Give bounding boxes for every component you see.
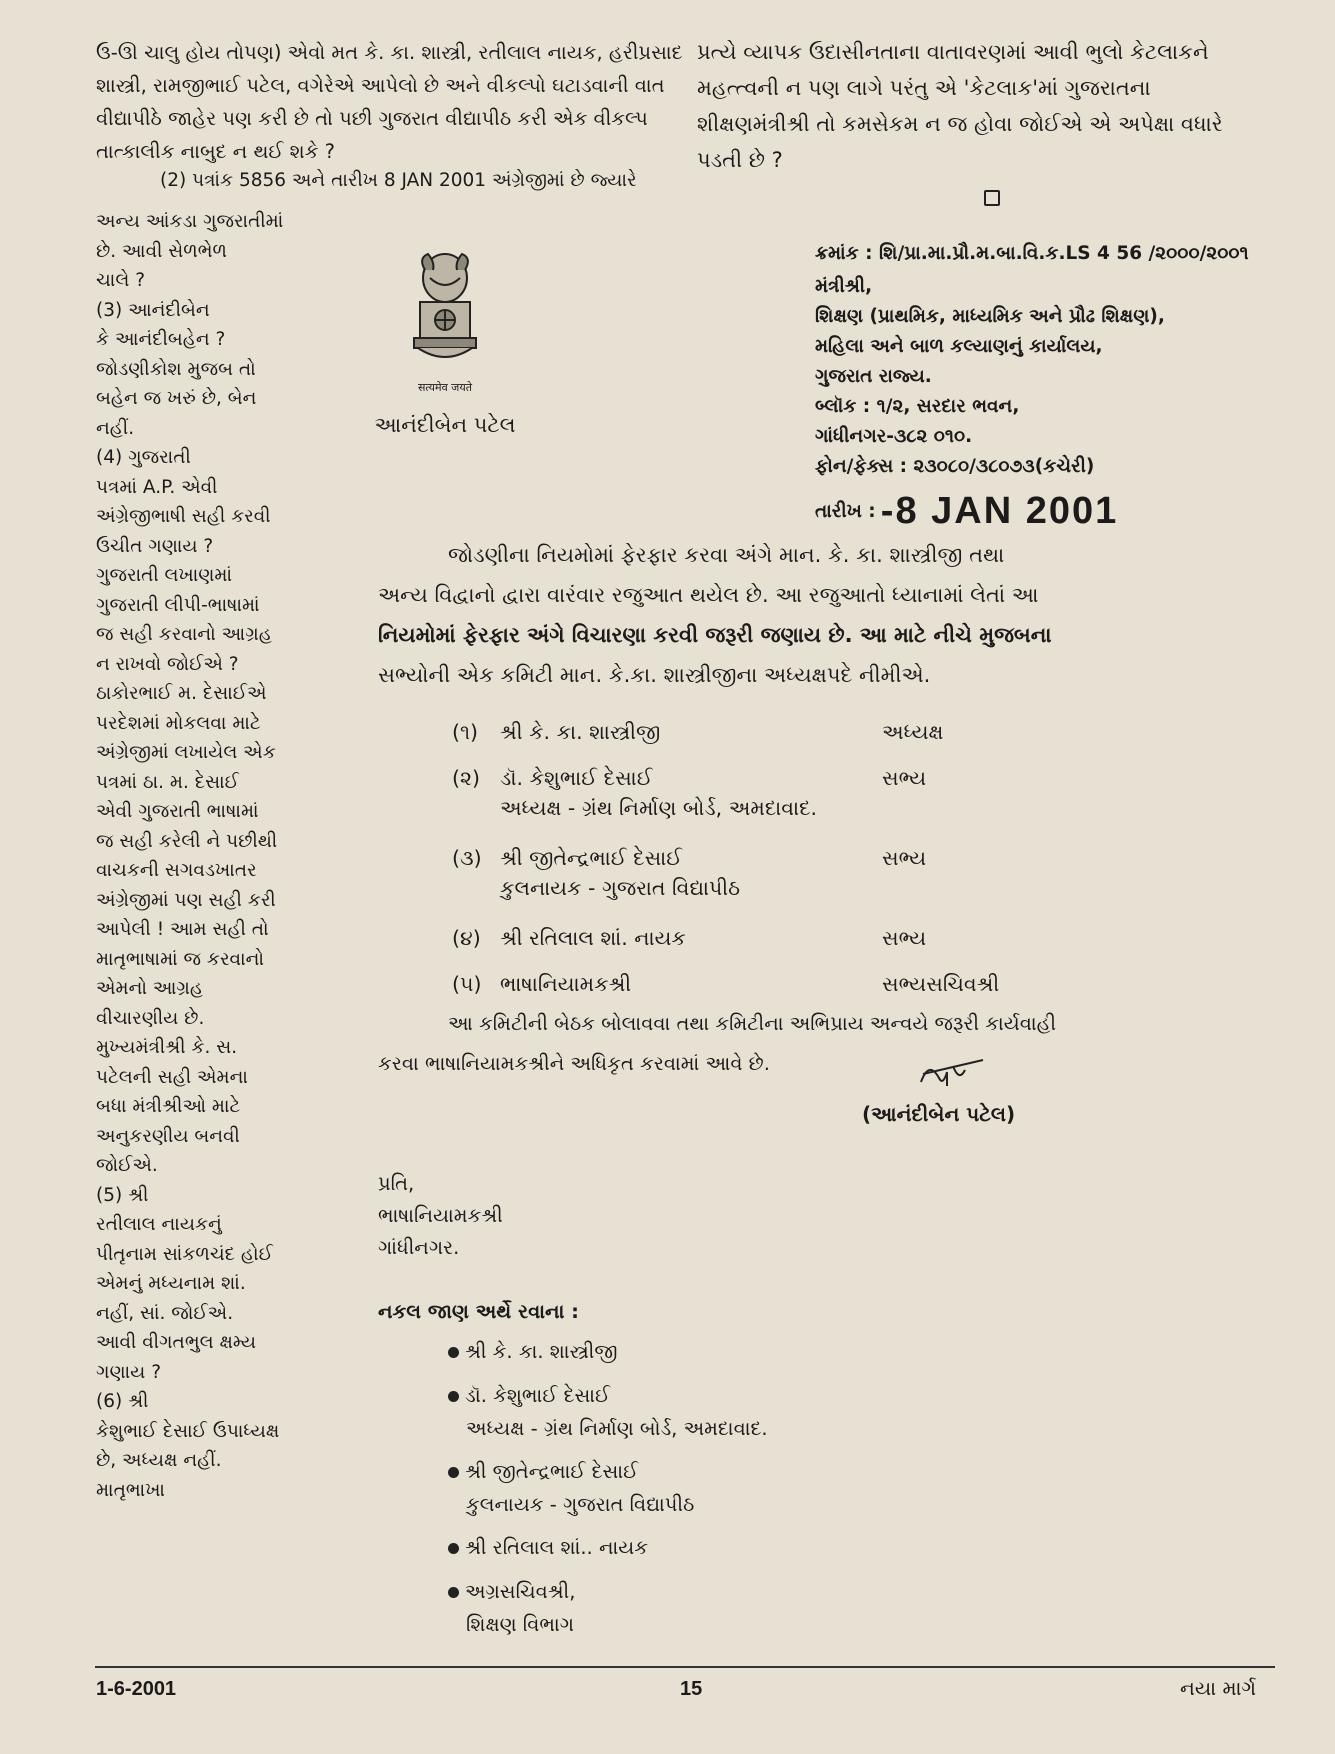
sidebar-line: પીતૃનામ સાંકળચંદ હોઈ [96, 1243, 273, 1265]
sidebar-line: છે, અધ્યક્ષ નહીં. [96, 1450, 222, 1471]
footer-publication: નયા માર્ગ [1180, 1676, 1257, 1700]
closing-line: આ કમિટીની બેઠક બોલાવવા તથા કમિટીના અભિપ્રાય અન્વયે જરૂરી કાર્યવાહી [448, 1012, 1057, 1035]
sidebar-line: અન્ય આંકડા ગુજરાતીમાં [96, 211, 284, 232]
member-role: સભ્યસચિવશ્રી [882, 972, 1000, 996]
sidebar-line: વાચકની સગવડખાતર [96, 860, 257, 881]
sidebar-line: (3) આનંદીબેન [96, 299, 210, 321]
sidebar-line: પટેલની સહી એમના [96, 1066, 248, 1088]
member-number: (૫) [452, 972, 482, 996]
copies-list [448, 1340, 928, 1640]
copy-recipient [448, 1384, 768, 1440]
copy-recipient-designation: શિક્ષણ વિભાગ [466, 1613, 574, 1636]
copy-recipient-designation: કુલનાયક - ગુજરાત વિદ્યાપીઠ [466, 1493, 695, 1516]
sidebar-column [96, 207, 286, 1505]
member-number: (૨) [452, 766, 481, 790]
recipient-line: ભાષાનિયામકશ્રી [378, 1204, 503, 1227]
sidebar-line: (6) શ્રી [96, 1391, 149, 1412]
text-line: પડતી છે ? [697, 148, 783, 172]
signature-name: (આનંદીબેન પટેલ) [862, 1102, 1016, 1126]
address-line: ગુજરાત રાજ્ય. [815, 366, 932, 387]
date-stamp: -8 JAN 2001 [880, 490, 1119, 532]
member-designation: કુલનાયક - ગુજરાત વિદ્યાપીઠ [500, 876, 741, 900]
sidebar-line: જ સહી કરવાનો આગ્રહ [96, 624, 272, 645]
closing-line: કરવા ભાષાનિયામકશ્રીને અધિકૃત કરવામાં આવે છે. [378, 1052, 770, 1075]
address-line: મહિલા અને બાળ કલ્યાણનું કાર્યાલય, [815, 336, 1103, 357]
sidebar-line: માતૃભાખા [96, 1479, 165, 1501]
member-role: સભ્ય [882, 926, 927, 950]
sidebar-line: છે. આવી સેળભેળ [96, 240, 227, 262]
sidebar-line: પત્રમાં A.P. એવી [96, 476, 218, 498]
bullet-icon [448, 1467, 459, 1478]
signature-icon [913, 1052, 993, 1097]
text-line: શીક્ષણમંત્રીશ્રી તો કમસેકમ ન જ હોવા જોઈએ એ અપેક્ષા વધારે [697, 112, 1223, 136]
sidebar-line: મુખ્યમંત્રીશ્રી કે. સ. [96, 1037, 238, 1058]
copy-recipient [448, 1340, 618, 1363]
member-number: (૪) [452, 926, 481, 950]
sidebar-line: જોડણીકોશ મુજબ તો [96, 358, 256, 380]
office-address [815, 272, 1165, 482]
committee-members [452, 720, 1012, 996]
sidebar-line: બધા મંત્રીશ્રીઓ માટે [96, 1096, 241, 1117]
sidebar-line: (4) ગુજરાતી [96, 447, 191, 468]
end-mark-icon [984, 190, 1000, 206]
sidebar-line: એમનો આગ્રહ [96, 978, 204, 999]
top-left-paragraph [96, 36, 686, 168]
sidebar-line: પત્રમાં ઠા. મ. દેસાઈ [96, 771, 239, 793]
sidebar-line: ગુજરાતી લખાણમાં [96, 565, 232, 586]
recipient-block [378, 1168, 503, 1264]
sidebar-line: એવી ગુજરાતી ભાષામાં [96, 801, 259, 822]
text-line: શાસ્ત્રી, રામજીભાઈ પટેલ, વગેરેએ આપેલો છે અને વીકલ્પો ઘટાડવાની વાત [96, 74, 665, 97]
sidebar-line: અંગ્રેજીમાં પણ સહી કરી [96, 889, 276, 911]
sidebar-line: આવી વીગતભુલ ક્ષમ્ય [96, 1332, 257, 1353]
sidebar-line: ગણાય ? [96, 1361, 162, 1383]
member-name: ભાષાનિયામકશ્રી [500, 972, 632, 996]
footer-page-number: 15 [680, 1678, 703, 1700]
sidebar-line: ગુજરાતી લીપી-ભાષામાં [96, 594, 260, 616]
sidebar-line: અંગ્રેજીભાષી સહી કરવી [96, 506, 271, 527]
sidebar-line: (5) શ્રી [96, 1184, 149, 1206]
member-name: શ્રી કે. કા. શાસ્ત્રીજી [500, 720, 661, 744]
sidebar-line: અંગ્રેજીમાં લખાયેલ એક [96, 742, 276, 763]
copy-recipient [448, 1460, 695, 1516]
text-line: મહત્ત્વની ન પણ લાગે પરંતુ એ 'કેટલાક'માં ગુજરાતના [697, 76, 1151, 100]
date-label: તારીખ : [815, 501, 876, 522]
copy-recipient-name: શ્રી જીતેન્દ્રભાઈ દેસાઈ [465, 1460, 639, 1483]
body-line: સભ્યોની એક કમિટી માન. કે.કા. શાસ્ત્રીજીના અધ્યક્ષપદે નીમીએ. [378, 663, 931, 687]
bullet-icon [448, 1543, 459, 1554]
address-line: ગાંધીનગર-૩૮૨ ૦૧૦. [815, 426, 973, 447]
sidebar-line: નહીં, સાં. જોઈએ. [96, 1302, 234, 1324]
footer-rule [95, 1666, 1275, 1668]
bullet-icon [448, 1347, 459, 1358]
sidebar-line: વીચારણીય છે. [96, 1007, 205, 1029]
sidebar-line: જ સહી કરેલી ને પછીથી [96, 830, 278, 852]
copy-recipient [448, 1536, 648, 1559]
copies-title: નકલ જાણ અર્થે રવાના : [378, 1300, 579, 1323]
text-line: પ્રત્યે વ્યાપક ઉદાસીનતાના વાતાવરણમાં આવી ભુલો કેટલાકને [697, 40, 1209, 64]
address-line: ફોન/ફેક્સ : ૨૩૦૮૦/૩૮૦૭૩(કચેરી) [815, 456, 1095, 477]
recipient-line: ગાંધીનગર. [378, 1236, 460, 1259]
reference-number: ક્રમાંક : શિ/પ્રા.મા.પ્રૌ.મ.બા.વિ.ક.LS 4 56 /૨૦૦૦/૨૦૦૧ [815, 243, 1249, 264]
copy-recipient [448, 1580, 576, 1636]
sidebar-line: અનુકરણીય બનવી [96, 1125, 240, 1147]
member-number: (૩) [452, 846, 482, 870]
bullet-icon [448, 1391, 459, 1402]
sidebar-line: રતીલાલ નાયકનું [96, 1214, 222, 1235]
sidebar-line: જોઈએ. [96, 1155, 158, 1176]
member-name: શ્રી રતિલાલ શાં. નાયક [500, 926, 686, 950]
sidebar-line: કે આનંદીબહેન ? [96, 329, 226, 350]
text-line: ઉ-ઊ ચાલુ હોય તોપણ) એવો મત કે. કા. શાસ્ત્રી, રતીલાલ નાયક, હરીપ્રસાદ [96, 41, 683, 64]
ashoka-emblem-icon [400, 248, 490, 378]
member-role: સભ્ય [882, 766, 927, 790]
member-number: (૧) [452, 720, 479, 744]
sidebar-line: ઉચીત ગણાય ? [96, 535, 214, 557]
bullet-icon [448, 1587, 459, 1598]
body-line: અન્ય વિદ્વાનો દ્વારા વારંવાર રજુઆત થયેલ છે. આ રજુઆતો ધ્યાનામાં લેતાં આ [378, 583, 1039, 607]
emblem-name: આનંદીબેન પટેલ [374, 413, 516, 437]
emblem-motto: सत्यमेव जयते [417, 381, 472, 394]
member-role: અધ્યક્ષ [882, 720, 944, 744]
copy-recipient-name: શ્રી કે. કા. શાસ્ત્રીજી [465, 1340, 618, 1363]
address-line: બ્લૉક : ૧/૨, સરદાર ભવન, [815, 396, 1020, 417]
member-name: શ્રી જીતેન્દ્રભાઈ દેસાઈ [500, 846, 683, 870]
sidebar-line: એમનું મધ્યનામ શાં. [96, 1273, 246, 1294]
member-designation: અધ્યક્ષ - ગ્રંથ નિર્માણ બોર્ડ, અમદાવાદ. [500, 796, 818, 820]
footer-date: 1-6-2001 [96, 1678, 177, 1700]
member-name: ડૉ. કેશુભાઈ દેસાઈ [500, 766, 653, 790]
sidebar-line: કેશુભાઈ દેસાઈ ઉપાધ્યક્ષ [96, 1420, 280, 1442]
sidebar-line: માતૃભાષામાં જ કરવાનો [96, 948, 265, 970]
copy-recipient-name: શ્રી રતિલાલ શાં.. નાયક [465, 1536, 648, 1559]
body-line: નિયમોમાં ફેરફાર અંગે વિચારણા કરવી જરૂરી જણાય છે. આ માટે નીચે મુજબના [378, 623, 1052, 647]
point-2-line: (2) પત્રાંક 5856 અને તારીખ 8 JAN 2001 અંગ્રેજીમાં છે જ્યારે [160, 170, 637, 191]
sidebar-line: ઠાકોરભાઈ મ. દેસાઈએ [96, 683, 267, 704]
address-line: મંત્રીશ્રી, [815, 276, 873, 297]
recipient-line: પ્રતિ, [378, 1172, 415, 1195]
sidebar-line: નહીં. [96, 417, 135, 439]
sidebar-line: ન રાખવો જોઈએ ? [96, 653, 239, 675]
copy-recipient-name: અગ્રસચિવશ્રી, [465, 1580, 576, 1603]
sidebar-line: ચાલે ? [96, 270, 146, 291]
member-role: સભ્ય [882, 846, 927, 870]
sidebar-line: આપેલી ! આમ સહી તો [96, 919, 269, 940]
emblem-block [360, 248, 530, 438]
copy-recipient-name: ડૉ. કેશુભાઈ દેસાઈ [465, 1384, 611, 1407]
letter-body [378, 535, 1052, 695]
sidebar-line: બહેન જ ખરું છે, બેન [96, 388, 257, 409]
sidebar-line: પરદેશમાં મોકલવા માટે [96, 712, 261, 734]
copy-recipient-designation: અધ્યક્ષ - ગ્રંથ નિર્માણ બોર્ડ, અમદાવાદ. [466, 1417, 768, 1440]
address-line: શિક્ષણ (પ્રાથમિક, માધ્યમિક અને પ્રૌઢ શિક્ષણ), [815, 306, 1165, 327]
body-line: જોડણીના નિયમોમાં ફેરફાર કરવા અંગે માન. કે. કા. શાસ્ત્રીજી તથા [448, 543, 1005, 567]
top-right-paragraph [697, 34, 1297, 178]
text-line: તાત્કાલીક નાબુદ ન થઈ શકે ? [96, 140, 336, 163]
text-line: વીદ્યાપીઠે જાહેર પણ કરી છે તો પછી ગુજરાત વીદ્યાપીઠ કરી એક વીકલ્પ [96, 107, 648, 130]
date-line [815, 490, 1118, 533]
